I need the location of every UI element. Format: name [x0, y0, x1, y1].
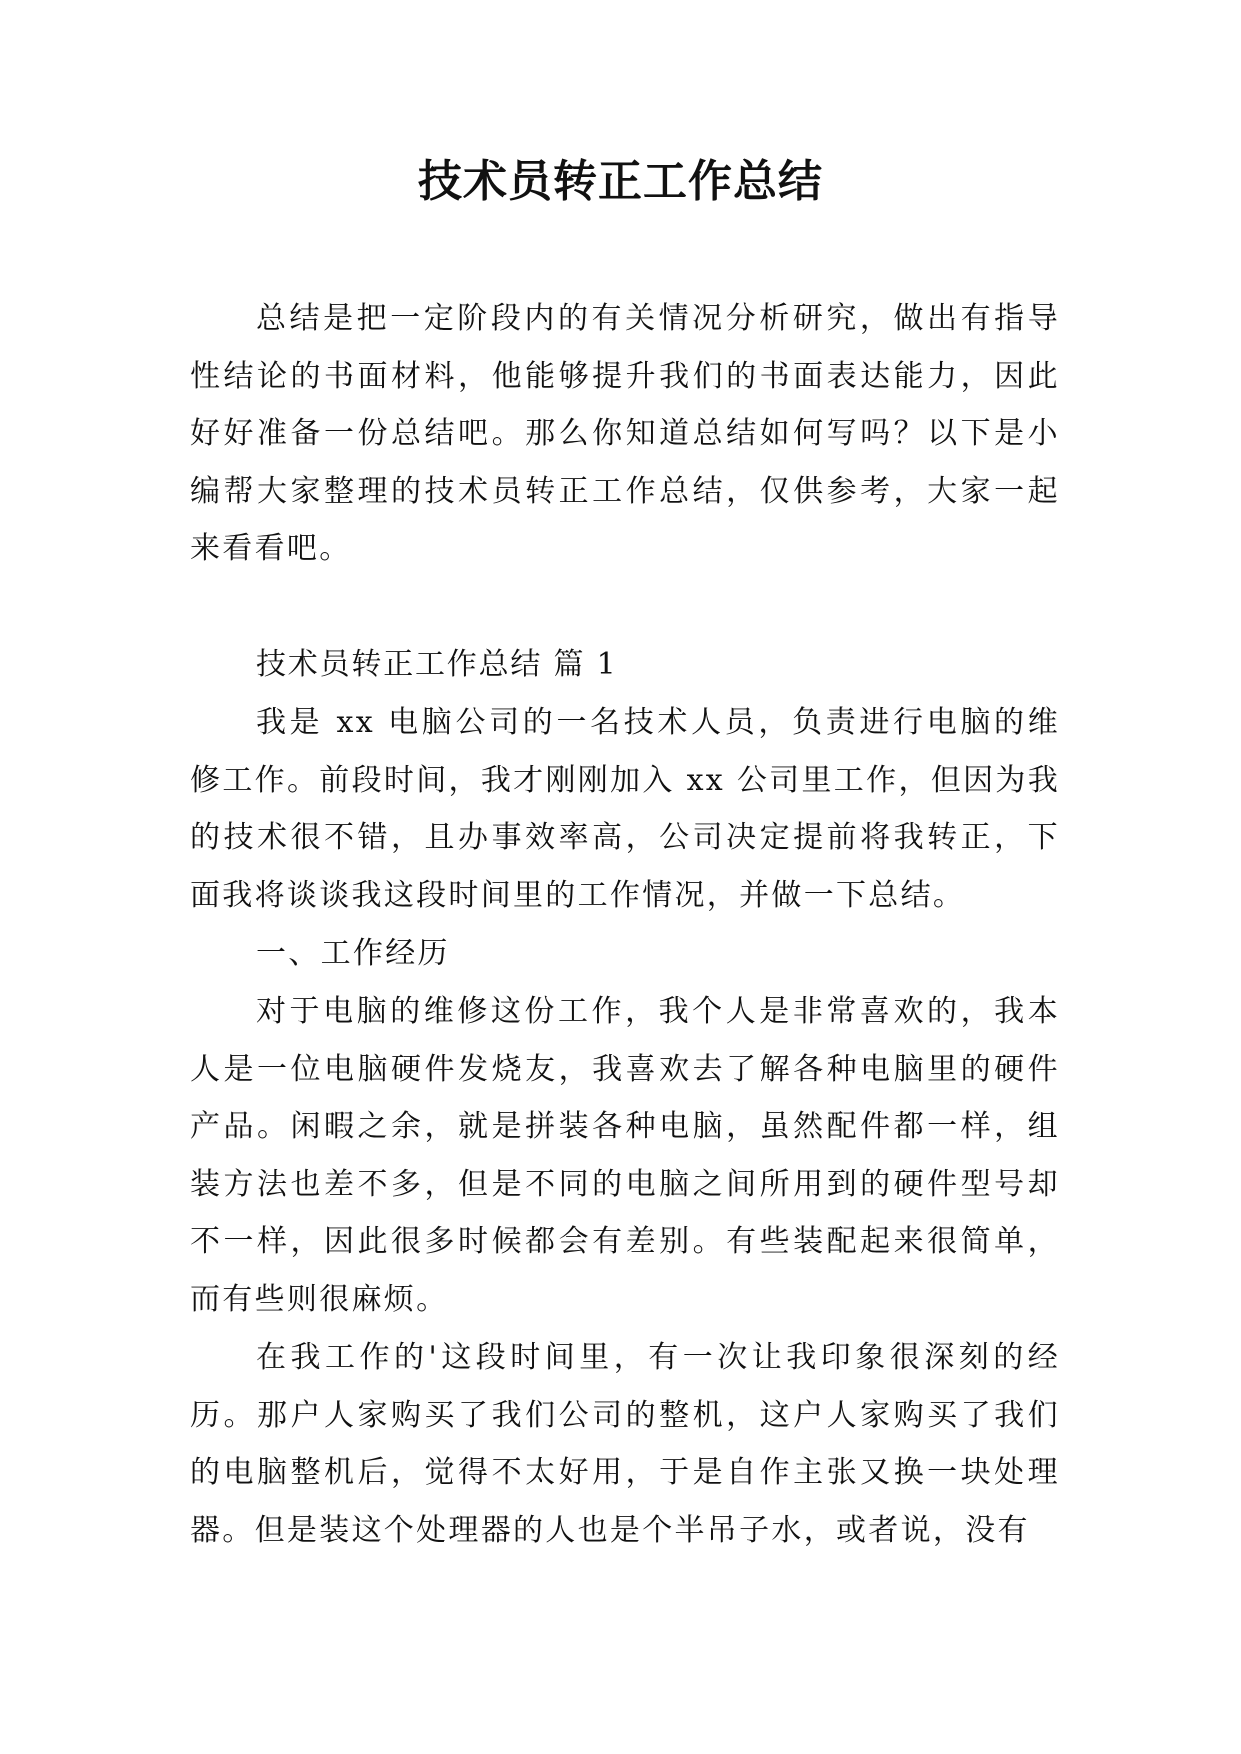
section-heading: 技术员转正工作总结 篇 1 [256, 647, 618, 682]
subheading-work-experience: 一、工作经历 [256, 936, 450, 971]
body-paragraph-1: 我是 xx 电脑公司的一名技术人员，负责进行电脑的维修工作。前段时间，我才刚刚加入 xx 公司里工作，但因为我的技术很不错，且办事效率高，公司决定提前将我转正，下面我将谈谈我这段时间里的工作情况，并做一下总结。 [190, 705, 1060, 913]
document-title: 技术员转正工作总结 [418, 156, 823, 207]
body-paragraph-3: 在我工作的'这段时间里，有一次让我印象很深刻的经历。那户人家购买了我们公司的整机，这户人家购买了我们的电脑整机后，觉得不太好用，于是自作主张又换一块处理器。但是装这个处理器的人也是个半吊子水，或者说，没有 [190, 1340, 1060, 1548]
body-paragraph-2: 对于电脑的维修这份工作，我个人是非常喜欢的，我本人是一位电脑硬件发烧友，我喜欢去了解各种电脑里的硬件产品。闲暇之余，就是拼装各种电脑，虽然配件都一样，组装方法也差不多，但是不同的电脑之间所用到的硬件型号却不一样，因此很多时候都会有差别。有些装配起来很简单，而有些则很麻烦。 [190, 994, 1060, 1317]
intro-paragraph: 总结是把一定阶段内的有关情况分析研究，做出有指导性结论的书面材料，他能够提升我们的书面表达能力，因此好好准备一份总结吧。那么你知道总结如何写吗？以下是小编帮大家整理的技术员转正工作总结，仅供参考，大家一起来看看吧。 [190, 301, 1060, 566]
